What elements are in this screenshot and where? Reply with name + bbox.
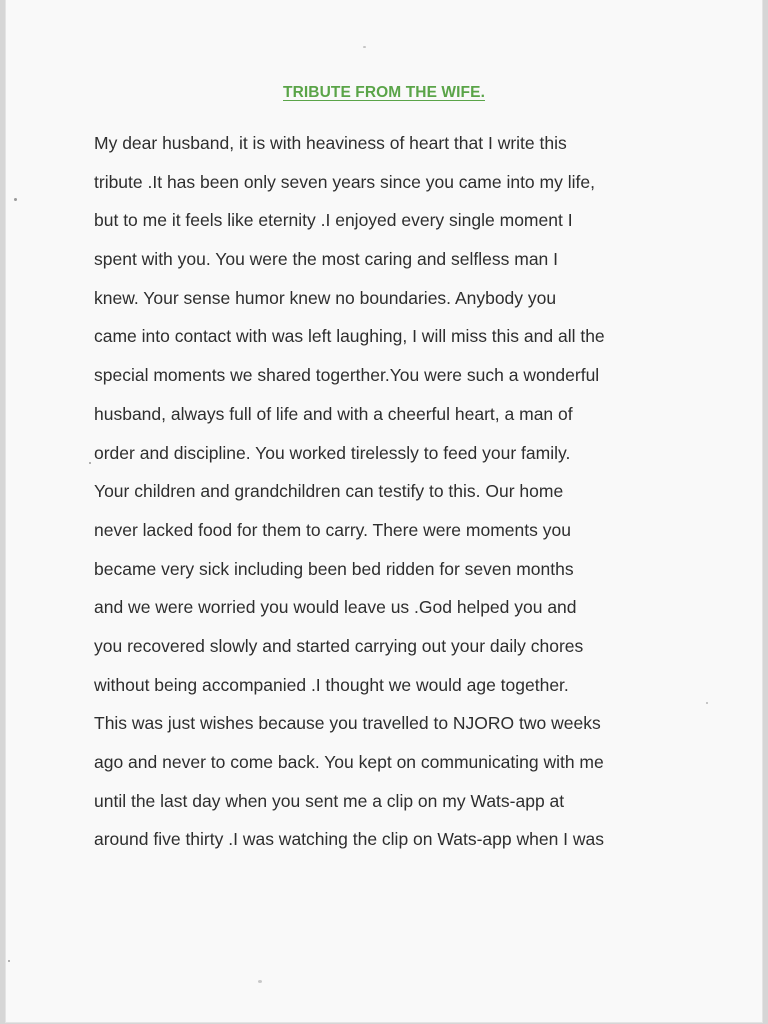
text-line: Your children and grandchildren can testify to this. Our home (94, 481, 564, 502)
text-line: tribute .It has been only seven years since you came into my life, (94, 171, 595, 192)
text-line: order and discipline. You worked tirelessly to feed your family. (94, 442, 571, 463)
text-line: ago and never to come back. You kept on communicating with me (94, 752, 604, 772)
text-line: became very sick including been bed ridden for seven months (94, 558, 574, 579)
tribute-body (94, 124, 734, 859)
text-line: special moments we shared togerther.You were such a wonderful (94, 365, 600, 386)
scan-speck (89, 462, 91, 464)
text-line: until the last day when you sent me a clip on my Wats-app at (94, 790, 565, 811)
scan-speck (258, 980, 262, 983)
text-line: My dear husband, it is with heaviness of heart that I write this (94, 133, 567, 153)
text-line: knew. Your sense humor knew no boundaries. Anybody you (94, 287, 557, 308)
text-line: never lacked food for them to carry. There were moments you (94, 519, 571, 540)
text-line: you recovered slowly and started carrying out your daily chores (94, 635, 584, 656)
text-line: came into contact with was left laughing, I will miss this and all the (94, 326, 605, 347)
text-line: but to me it feels like eternity .I enjoyed every single moment I (94, 210, 573, 231)
document-title: TRIBUTE FROM THE WIFE. (283, 84, 485, 101)
text-line: This was just wishes because you travelled to NJORO two weeks (94, 713, 601, 734)
text-line: husband, always full of life and with a cheerful heart, a man of (94, 403, 573, 424)
text-line: around five thirty .I was watching the clip on Wats-app when I was (94, 829, 605, 850)
scan-speck (14, 198, 17, 201)
paper-sheet (6, 0, 762, 1022)
text-line: spent with you. You were the most caring and selfless man I (94, 249, 559, 270)
text-line: without being accompanied .I thought we would age together. (94, 674, 569, 695)
text-line: and we were worried you would leave us .God helped you and (94, 597, 577, 618)
scan-speck (363, 46, 366, 48)
scan-speck (8, 960, 10, 962)
scan-speck (706, 702, 708, 704)
